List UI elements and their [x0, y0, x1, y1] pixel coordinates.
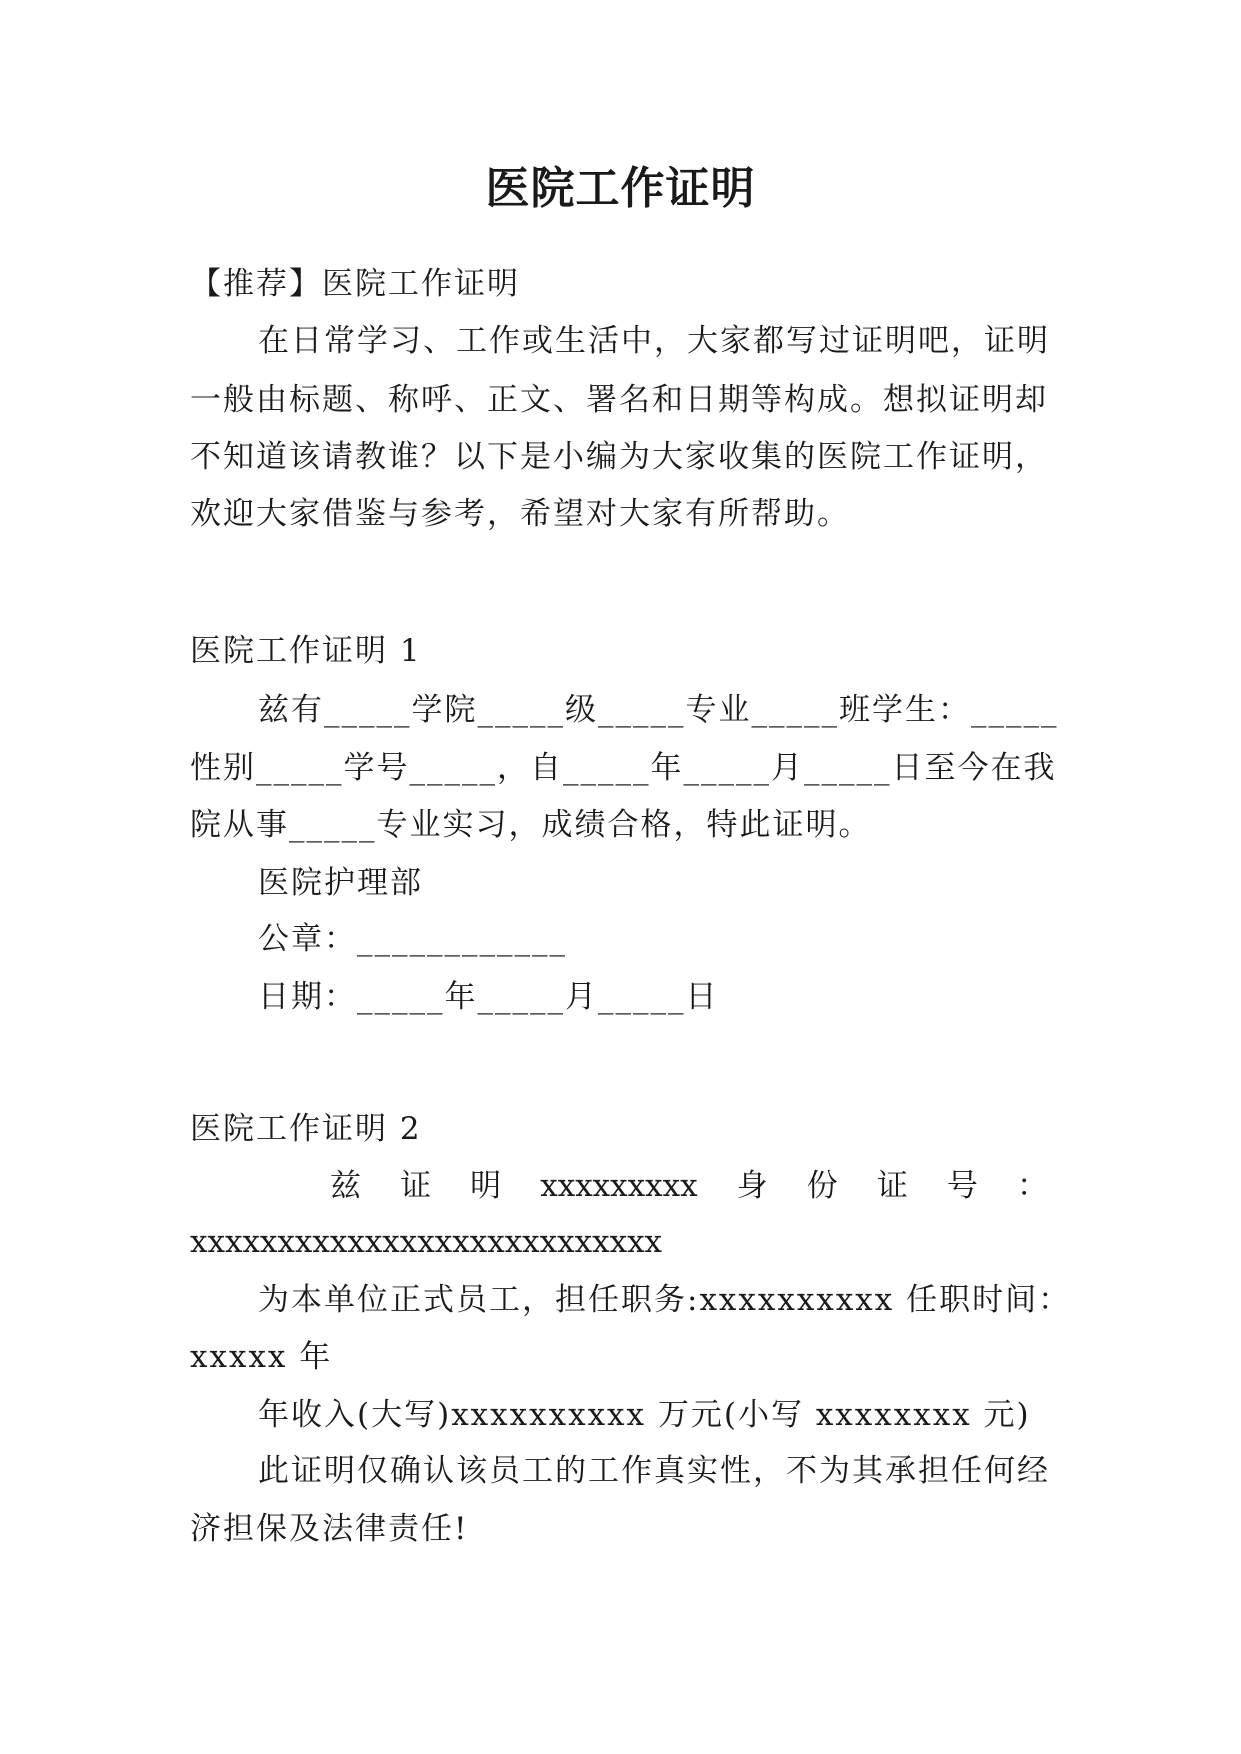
section1-line: 性别_____学号_____，自_____年_____月_____日至今在我 [190, 750, 1057, 786]
intro-line: 不知道该请教谁？以下是小编为大家收集的医院工作证明， [190, 439, 1048, 475]
line-part: 明 [470, 1168, 502, 1204]
section2-line: 此证明仅确认该员工的工作真实性，不为其承担任何经 [258, 1453, 1050, 1489]
section1-line: 兹有_____学院_____级_____专业_____班学生：_____ [258, 692, 1059, 728]
intro-line: 在日常学习、工作或生活中，大家都写过证明吧，证明 [258, 323, 1050, 359]
line-part: xxxxxxxxx [540, 1168, 698, 1204]
intro-line: 欢迎大家借鉴与参考，希望对大家有所帮助。 [190, 496, 850, 532]
section1-line: 院从事_____专业实习，成绩合格，特此证明。 [190, 807, 872, 843]
section2-line [330, 1166, 1048, 1206]
section2-line: 年收入(大写)xxxxxxxxxx 万元(小写 xxxxxxxx 元) [258, 1397, 1031, 1433]
section2-heading: 医院工作证明 2 [190, 1111, 422, 1147]
intro-line: 一般由标题、称呼、正文、署名和日期等构成。想拟证明却 [190, 382, 1048, 418]
line-part: 证 [876, 1168, 908, 1204]
document-title: 医院工作证明 [485, 163, 756, 214]
line-part: 兹 [330, 1168, 361, 1204]
line-part: 份 [806, 1168, 838, 1204]
line-part: ： [1016, 1168, 1048, 1204]
intro-heading: 【推荐】医院工作证明 [190, 266, 520, 302]
line-part: 身 [736, 1168, 768, 1204]
department-name: 医院护理部 [258, 865, 423, 901]
line-part: 证 [400, 1168, 432, 1204]
section2-line: 济担保及法律责任! [190, 1511, 469, 1547]
line-part: 号 [946, 1168, 978, 1204]
section2-line: 为本单位正式员工，担任职务:xxxxxxxxxx 任职时间： [258, 1282, 1072, 1318]
date-field: 日期：_____年_____月_____日 [258, 979, 719, 1015]
section2-line: xxxxxxxxxxxxxxxxxxxxxxxxxxx [190, 1224, 663, 1260]
seal-field: 公章：____________ [258, 921, 567, 957]
section1-heading: 医院工作证明 1 [190, 633, 422, 669]
section2-line: xxxxx 年 [190, 1339, 333, 1375]
